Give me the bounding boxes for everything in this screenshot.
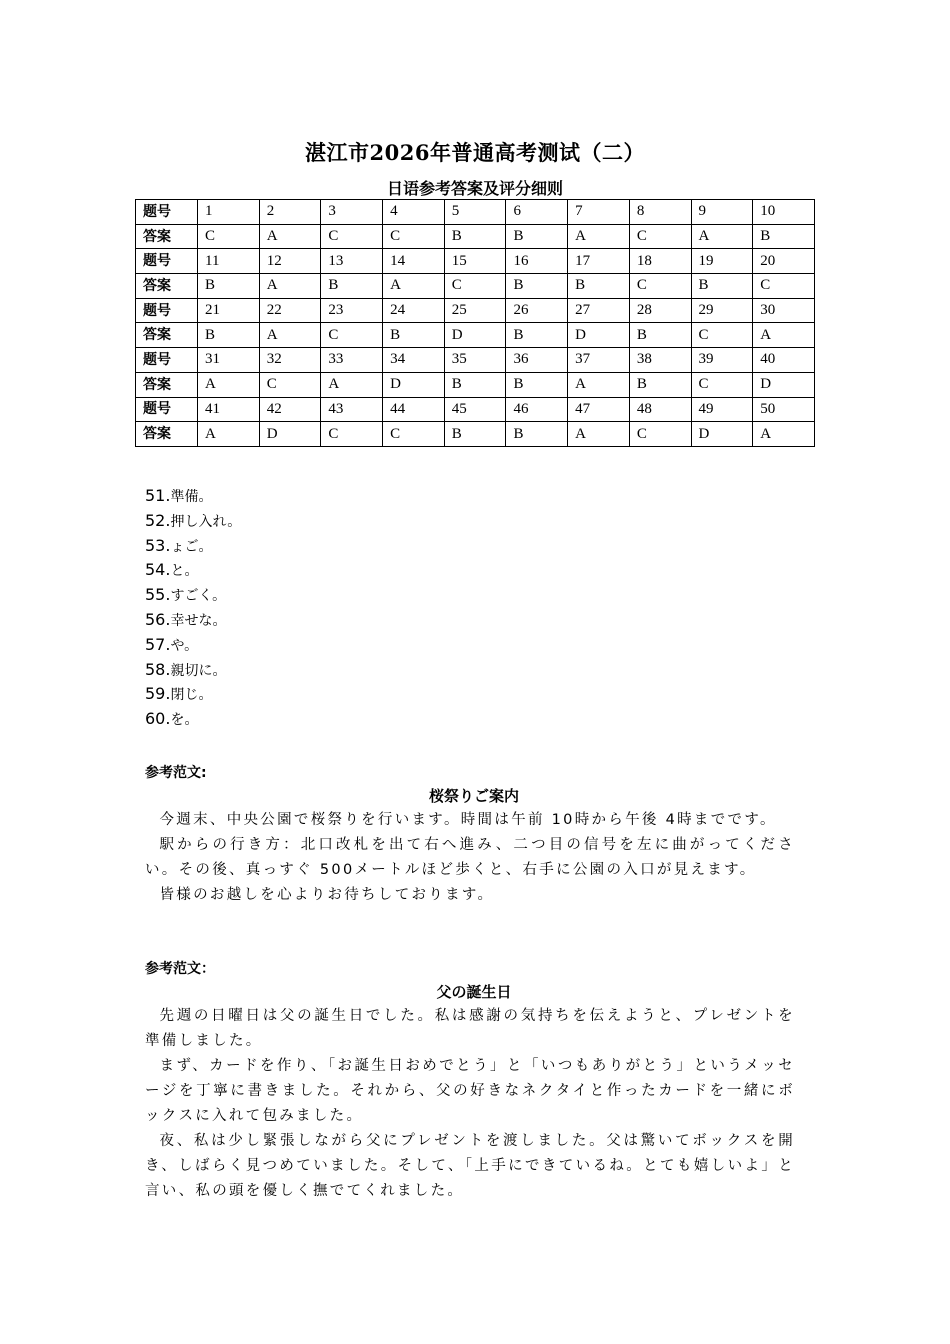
question-number-cell: 3 <box>321 200 383 225</box>
row-header: 答案 <box>136 422 198 447</box>
question-number-cell: 30 <box>753 298 815 323</box>
list-item <box>145 707 241 732</box>
question-number-cell: 48 <box>629 397 691 422</box>
answer-cell: A <box>198 422 260 447</box>
answer-cell: A <box>568 422 630 447</box>
answer-table <box>135 199 815 447</box>
page-title: 湛江市2026年普通高考测试（二） <box>305 140 645 165</box>
question-number-cell: 34 <box>383 348 445 373</box>
sample-essay-1 <box>145 762 795 908</box>
answer-cell: B <box>444 224 506 249</box>
question-number-cell: 36 <box>506 348 568 373</box>
essay-title: 桜祭りご案内 <box>428 787 519 805</box>
answer-cell: C <box>321 422 383 447</box>
row-header: 题号 <box>136 397 198 422</box>
question-number-cell: 14 <box>383 249 445 274</box>
table-answer-row <box>136 274 815 299</box>
answer-cell: A <box>383 274 445 299</box>
essay-label: 参考范文: <box>145 765 207 781</box>
row-header: 题号 <box>136 249 198 274</box>
question-number-cell: 7 <box>568 200 630 225</box>
question-number-cell: 16 <box>506 249 568 274</box>
question-number-cell: 12 <box>259 249 321 274</box>
question-number-cell: 29 <box>691 298 753 323</box>
question-number-cell: 22 <box>259 298 321 323</box>
answer-cell: B <box>506 323 568 348</box>
answer-text: 準備。 <box>170 489 213 505</box>
answer-cell: A <box>691 224 753 249</box>
question-number-cell: 15 <box>444 249 506 274</box>
question-number-cell: 31 <box>198 348 260 373</box>
answer-cell: D <box>259 422 321 447</box>
answer-cell: C <box>629 274 691 299</box>
question-number-cell: 18 <box>629 249 691 274</box>
answer-cell: B <box>444 372 506 397</box>
page-subtitle: 日语参考答案及评分细则 <box>386 179 563 198</box>
answer-cell: B <box>506 274 568 299</box>
list-item <box>145 534 241 559</box>
answer-cell: C <box>629 422 691 447</box>
question-number-cell: 47 <box>568 397 630 422</box>
row-header: 题号 <box>136 200 198 225</box>
answer-cell: C <box>444 274 506 299</box>
answer-cell: C <box>629 224 691 249</box>
answer-cell: A <box>259 224 321 249</box>
answer-cell: C <box>321 323 383 348</box>
answer-cell: A <box>259 323 321 348</box>
row-header: 答案 <box>136 372 198 397</box>
answer-cell: B <box>629 372 691 397</box>
answer-cell: D <box>383 372 445 397</box>
answer-cell: C <box>383 224 445 249</box>
question-number-cell: 41 <box>198 397 260 422</box>
answer-text: 押し入れ。 <box>170 513 242 530</box>
question-number-cell: 17 <box>568 249 630 274</box>
question-number-cell: 42 <box>259 397 321 422</box>
table-number-row <box>136 249 815 274</box>
question-number-cell: 5 <box>444 200 506 225</box>
question-number-cell: 24 <box>383 298 445 323</box>
answer-cell: A <box>259 274 321 299</box>
question-number-cell: 2 <box>259 200 321 225</box>
answer-text: ょご。 <box>170 538 213 555</box>
answer-cell: B <box>629 323 691 348</box>
question-number-cell: 46 <box>506 397 568 422</box>
essay-paragraph: 夜、私は少し緊張しながら父にプレゼントを渡しました。父は驚いてボックスを開き、しばらく見つめていました。そして、「上手にできているね。とても嬉しいよ」と言い、私の頭を優しく撫でてくれました。 <box>145 1133 795 1199</box>
question-number-cell: 1 <box>198 200 260 225</box>
question-number: 59. <box>145 684 171 704</box>
answer-cell: B <box>198 323 260 348</box>
essay-paragraph: 今週末、中央公園で桜祭りを行います。時間は午前 10時から午後 4時までです。 <box>159 812 777 828</box>
table-number-row <box>136 200 815 225</box>
row-header: 答案 <box>136 274 198 299</box>
answer-cell: C <box>691 372 753 397</box>
essay-paragraph: 皆様のお越しを心よりお待ちしております。 <box>159 887 495 903</box>
answer-cell: A <box>753 422 815 447</box>
fill-in-answers <box>145 484 241 732</box>
question-number-cell: 13 <box>321 249 383 274</box>
answer-cell: A <box>321 372 383 397</box>
answer-cell: B <box>506 422 568 447</box>
question-number-cell: 28 <box>629 298 691 323</box>
question-number-cell: 44 <box>383 397 445 422</box>
question-number: 52. <box>145 510 171 530</box>
question-number-cell: 26 <box>506 298 568 323</box>
answer-cell: D <box>753 372 815 397</box>
answer-cell: B <box>568 274 630 299</box>
table-answer-row <box>136 323 815 348</box>
question-number: 60. <box>145 709 171 729</box>
list-item <box>145 633 241 658</box>
table-answer-row <box>136 422 815 447</box>
question-number: 55. <box>145 585 171 605</box>
question-number-cell: 9 <box>691 200 753 225</box>
question-number-cell: 10 <box>753 200 815 225</box>
question-number-cell: 50 <box>753 397 815 422</box>
table-answer-row <box>136 372 815 397</box>
sample-essay-2 <box>145 958 795 1204</box>
question-number-cell: 33 <box>321 348 383 373</box>
list-item <box>145 558 241 583</box>
question-number-cell: 45 <box>444 397 506 422</box>
answer-text: 幸せな。 <box>170 612 227 629</box>
answer-cell: C <box>691 323 753 348</box>
question-number: 53. <box>145 535 171 555</box>
answer-cell: B <box>198 274 260 299</box>
list-item <box>145 583 241 608</box>
answer-text: や。 <box>170 637 199 654</box>
answer-cell: C <box>198 224 260 249</box>
question-number-cell: 8 <box>629 200 691 225</box>
row-header: 答案 <box>136 224 198 249</box>
question-number-cell: 37 <box>568 348 630 373</box>
table-number-row <box>136 348 815 373</box>
question-number-cell: 38 <box>629 348 691 373</box>
answer-cell: D <box>444 323 506 348</box>
question-number-cell: 4 <box>383 200 445 225</box>
question-number-cell: 39 <box>691 348 753 373</box>
answer-cell: C <box>383 422 445 447</box>
table-number-row <box>136 397 815 422</box>
essay-title: 父の誕生日 <box>436 983 512 1001</box>
essay-paragraph: 先週の日曜日は父の誕生日でした。私は感謝の気持ちを伝えようと、プレゼントを準備しました。 <box>145 1008 795 1049</box>
answer-cell: A <box>568 224 630 249</box>
question-number-cell: 40 <box>753 348 815 373</box>
essay-paragraph: まず、カードを作り、「お誕生日おめでとう」と「いつもありがとう」というメッセージを丁寧に書きました。それから、父の好きなネクタイと作ったカードを一緒にボックスに入れて包みました。 <box>145 1058 795 1124</box>
question-number: 58. <box>145 659 171 679</box>
question-number-cell: 32 <box>259 348 321 373</box>
answer-cell: B <box>383 323 445 348</box>
question-number-cell: 35 <box>444 348 506 373</box>
answer-text: と。 <box>170 563 199 580</box>
answer-cell: C <box>753 274 815 299</box>
list-item <box>145 509 241 534</box>
question-number-cell: 21 <box>198 298 260 323</box>
answer-cell: A <box>198 372 260 397</box>
answer-cell: B <box>506 372 568 397</box>
answer-cell: A <box>753 323 815 348</box>
list-item <box>145 658 241 683</box>
question-number-cell: 11 <box>198 249 260 274</box>
question-number-cell: 23 <box>321 298 383 323</box>
answer-cell: C <box>259 372 321 397</box>
question-number: 51. <box>145 486 171 505</box>
answer-cell: B <box>444 422 506 447</box>
essay-label: 参考范文： <box>145 961 215 977</box>
answer-text: を。 <box>170 712 199 729</box>
answer-cell: C <box>321 224 383 249</box>
question-number-cell: 20 <box>753 249 815 274</box>
question-number-cell: 19 <box>691 249 753 274</box>
question-number: 57. <box>145 634 171 654</box>
answer-text: 親切に。 <box>170 662 227 679</box>
answer-cell: A <box>568 372 630 397</box>
question-number-cell: 27 <box>568 298 630 323</box>
question-number-cell: 6 <box>506 200 568 225</box>
answer-text: 閉じ。 <box>170 687 213 704</box>
answer-cell: B <box>321 274 383 299</box>
answer-cell: D <box>568 323 630 348</box>
question-number-cell: 25 <box>444 298 506 323</box>
answer-text: すごく。 <box>170 588 227 605</box>
question-number: 56. <box>145 609 171 629</box>
question-number: 54. <box>145 560 171 580</box>
list-item <box>145 682 241 707</box>
question-number-cell: 49 <box>691 397 753 422</box>
table-number-row <box>136 298 815 323</box>
list-item <box>145 484 241 509</box>
row-header: 题号 <box>136 348 198 373</box>
question-number-cell: 43 <box>321 397 383 422</box>
essay-paragraph: 駅からの行き方：北口改札を出て右へ進み、二つ目の信号を左に曲がってください。その後、真っすぐ 500メートルほど歩くと、右手に公園の入口が見えます。 <box>145 837 795 878</box>
answer-cell: B <box>506 224 568 249</box>
row-header: 题号 <box>136 298 198 323</box>
row-header: 答案 <box>136 323 198 348</box>
answer-cell: D <box>691 422 753 447</box>
table-answer-row <box>136 224 815 249</box>
answer-cell: B <box>691 274 753 299</box>
answer-cell: B <box>753 224 815 249</box>
list-item <box>145 608 241 633</box>
